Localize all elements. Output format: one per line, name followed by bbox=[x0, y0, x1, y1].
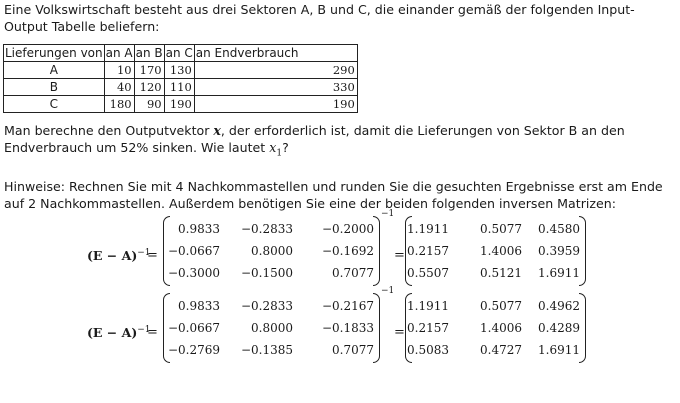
equation-1-equals: = bbox=[147, 248, 158, 263]
matrix-cell: −0.2000 bbox=[321, 222, 374, 236]
matrix-cell: 0.9833 bbox=[178, 299, 220, 313]
table-cell: 170 bbox=[134, 62, 164, 79]
matrix-cell: −0.2167 bbox=[321, 299, 374, 313]
intro-text: Eine Volkswirtschaft besteht aus drei Sektoren A, B und C, die einander gemäß der folgenden Input-Output Tabelle beliefern: bbox=[4, 2, 635, 34]
right-bracket bbox=[373, 293, 380, 363]
input-output-table bbox=[3, 44, 358, 113]
matrix-cell: −0.2833 bbox=[240, 222, 293, 236]
matrix-cell: 0.3959 bbox=[538, 244, 580, 258]
question-part3: ? bbox=[282, 140, 289, 155]
header-cell: Lieferungen von bbox=[5, 46, 103, 60]
matrix-cell: 0.7077 bbox=[332, 266, 374, 280]
matrix-cell: 0.7077 bbox=[332, 343, 374, 357]
row-label: A bbox=[4, 62, 105, 79]
matrix-cell: 1.6911 bbox=[538, 343, 580, 357]
equation-1-equals-2: = bbox=[394, 248, 405, 263]
table-cell: 40 bbox=[104, 79, 134, 96]
table-cell: 10 bbox=[104, 62, 134, 79]
matrix-cell: −0.1500 bbox=[240, 266, 293, 280]
equation-2-right-matrix bbox=[405, 293, 586, 363]
header-cell: an B bbox=[135, 46, 163, 60]
matrix-cell: 0.4580 bbox=[538, 222, 580, 236]
lhs-expression: (E − A) bbox=[87, 248, 138, 264]
table-cell: 130 bbox=[164, 62, 194, 79]
question-part1: Man berechne den Outputvektor bbox=[4, 123, 214, 138]
equation-1-left-matrix bbox=[163, 216, 380, 286]
lhs-exponent: −1 bbox=[137, 325, 151, 335]
matrix-cell: −0.0667 bbox=[167, 244, 220, 258]
matrix-cell: 0.4727 bbox=[480, 343, 522, 357]
table-cell: 90 bbox=[134, 96, 164, 113]
header-cell: an Endverbrauch bbox=[194, 45, 357, 62]
right-bracket bbox=[579, 293, 586, 363]
matrix-cell: −0.2833 bbox=[240, 299, 293, 313]
row-label: B bbox=[4, 79, 105, 96]
table-cell: 190 bbox=[194, 96, 357, 113]
equation-1-right-matrix bbox=[405, 216, 586, 286]
matrix-cell: 1.1911 bbox=[407, 299, 449, 313]
table-cell: 180 bbox=[104, 96, 134, 113]
equation-1-inverse-marker: −1 bbox=[381, 209, 395, 219]
question-part2: , der erforderlich ist, damit die Lieferungen von Sektor B an den Endverbrauch um 52% sinken. Wie lautet bbox=[4, 123, 625, 155]
matrix-cell: 0.5077 bbox=[480, 222, 522, 236]
equation-1-lhs bbox=[87, 248, 151, 263]
matrix-cell: −0.3000 bbox=[167, 266, 220, 280]
matrix-cell: 0.2157 bbox=[407, 244, 449, 258]
matrix-cell: 0.9833 bbox=[178, 222, 220, 236]
lhs-exponent: −1 bbox=[137, 248, 151, 258]
row-label: C bbox=[4, 96, 105, 113]
table-cell: 110 bbox=[164, 79, 194, 96]
vector-symbol: x bbox=[213, 123, 221, 138]
matrix-cell: 0.5121 bbox=[480, 266, 522, 280]
matrix-cell: −0.1833 bbox=[321, 321, 374, 335]
matrix-cell: 0.4289 bbox=[538, 321, 580, 335]
component-symbol: x bbox=[269, 140, 277, 155]
header-cell: an A bbox=[105, 46, 133, 60]
matrix-cell: −0.1692 bbox=[321, 244, 374, 258]
table-cell: 190 bbox=[164, 96, 194, 113]
matrix-cell: 0.2157 bbox=[407, 321, 449, 335]
matrix-cell: 1.1911 bbox=[407, 222, 449, 236]
matrix-cell: 1.4006 bbox=[480, 244, 522, 258]
table-row bbox=[4, 96, 358, 113]
matrix-cell: 0.4962 bbox=[538, 299, 580, 313]
equation-2-equals-2: = bbox=[394, 325, 405, 340]
matrix-cell: 0.5507 bbox=[407, 266, 449, 280]
matrix-cell: 1.4006 bbox=[480, 321, 522, 335]
hint-text: Hinweise: Rechnen Sie mit 4 Nachkommastellen und runden Sie die gesuchten Ergebnisse erst am Ende auf 2 Nachkommastellen. Außerdem benötigen Sie eine der beiden folgenden inversen Matrizen: bbox=[4, 179, 663, 211]
matrix-cell: 0.5083 bbox=[407, 343, 449, 357]
right-bracket bbox=[579, 216, 586, 286]
matrix-cell: 0.8000 bbox=[251, 244, 293, 258]
equation-2-inverse-marker: −1 bbox=[381, 286, 395, 296]
equation-2-lhs bbox=[87, 325, 151, 340]
right-bracket bbox=[373, 216, 380, 286]
table-cell: 290 bbox=[194, 62, 357, 79]
matrix-cell: −0.2769 bbox=[167, 343, 220, 357]
matrix-cell: 0.8000 bbox=[251, 321, 293, 335]
equation-2-left-matrix bbox=[163, 293, 380, 363]
equation-2-equals: = bbox=[147, 325, 158, 340]
table-row bbox=[4, 62, 358, 79]
table-header-row bbox=[4, 45, 358, 62]
component-index: 1 bbox=[276, 148, 283, 159]
table-row bbox=[4, 79, 358, 96]
table-cell: 120 bbox=[134, 79, 164, 96]
matrix-cell: −0.1385 bbox=[240, 343, 293, 357]
table-cell: 330 bbox=[194, 79, 357, 96]
lhs-expression: (E − A) bbox=[87, 325, 138, 341]
matrix-cell: −0.0667 bbox=[167, 321, 220, 335]
matrix-cell: 1.6911 bbox=[538, 266, 580, 280]
matrix-cell: 0.5077 bbox=[480, 299, 522, 313]
question-text bbox=[4, 122, 676, 163]
header-cell: an C bbox=[165, 46, 193, 60]
